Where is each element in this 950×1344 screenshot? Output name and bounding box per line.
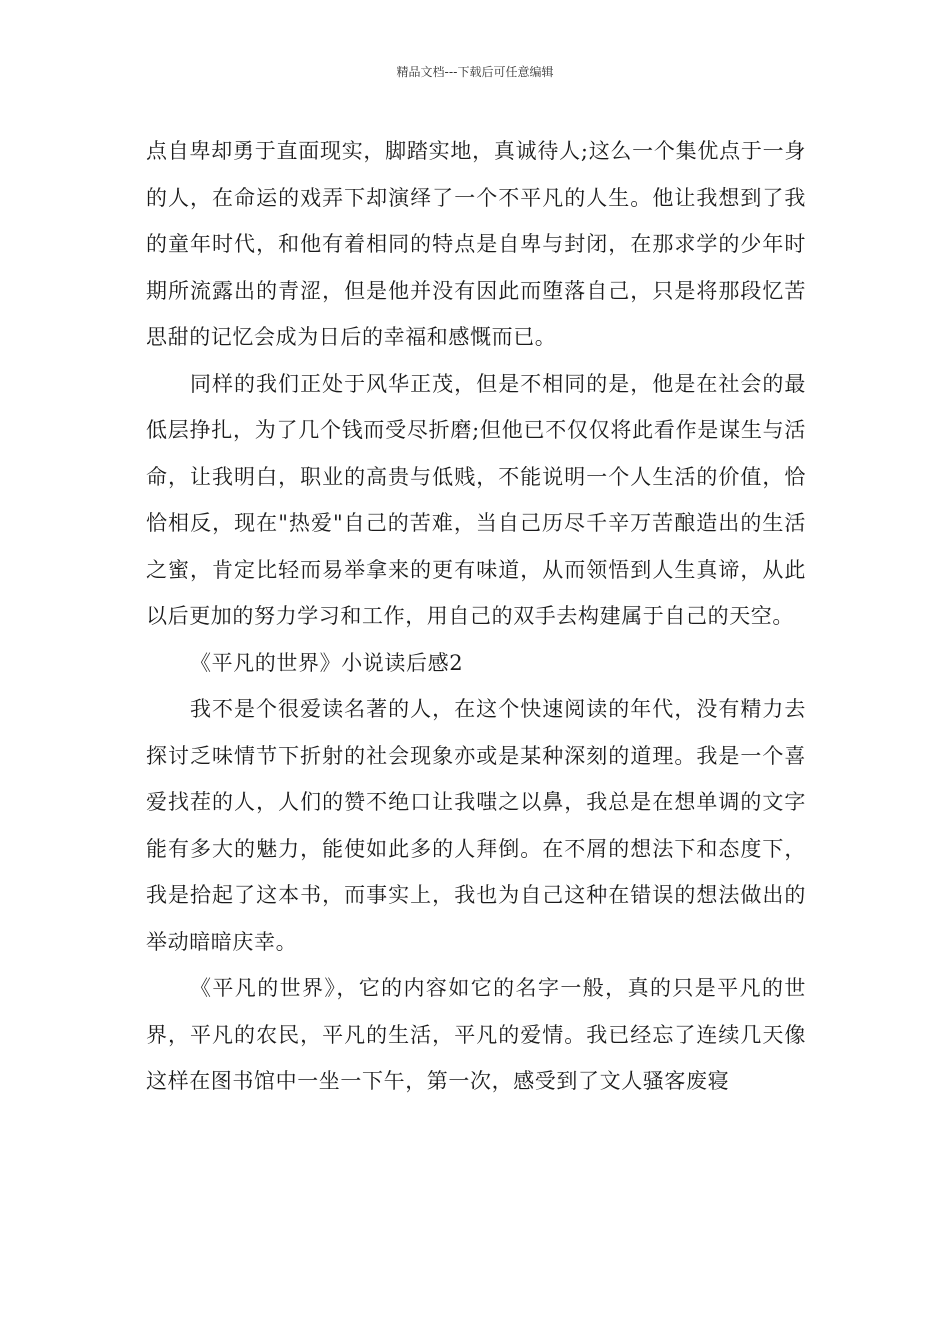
document-body xyxy=(146,128,806,1105)
paragraph-2: 同样的我们正处于风华正茂，但是不相同的是，他是在社会的最低层挣扎，为了几个钱而受尽折磨;但他已不仅仅将此看作是谋生与活命，让我明白，职业的高贵与低贱，不能说明一个人生活的价值，恰恰相反，现在"热爱"自己的苦难，当自己历尽千辛万苦酿造出的生活之蜜，肯定比轻而易举拿来的更有味道，从而领悟到人生真谛，从此以后更加的努力学习和工作，用自己的双手去构建属于自己的天空。 xyxy=(146,371,806,628)
section-heading: 《平凡的世界》小说读后感2 xyxy=(190,650,464,675)
page-header: 精品文档---下载后可任意编辑 xyxy=(396,65,554,79)
paragraph-3: 我不是个很爱读名著的人，在这个快速阅读的年代，没有精力去探讨乏味情节下折射的社会现象亦或是某种深刻的道理。我是一个喜爱找茬的人，人们的赞不绝口让我嗤之以鼻，我总是在想单调的文字能有多大的魅力，能使如此多的人拜倒。在不屑的想法下和态度下，我是拾起了这本书，而事实上，我也为自己这种在错误的想法做出的举动暗暗庆幸。 xyxy=(146,697,806,954)
paragraph-1: 点自卑却勇于直面现实，脚踏实地，真诚待人;这么一个集优点于一身的人，在命运的戏弄下却演绎了一个不平凡的人生。他让我想到了我的童年时代，和他有着相同的特点是自卑与封闭，在那求学的少年时期所流露出的青涩，但是他并没有因此而堕落自己，只是将那段忆苦思甜的记忆会成为日后的幸福和感慨而已。 xyxy=(146,139,806,349)
paragraph-4: 《平凡的世界》，它的内容如它的名字一般，真的只是平凡的世界，平凡的农民，平凡的生活，平凡的爱情。我已经忘了连续几天像这样在图书馆中一坐一下午，第一次，感受到了文人骚客废寝 xyxy=(146,976,806,1093)
